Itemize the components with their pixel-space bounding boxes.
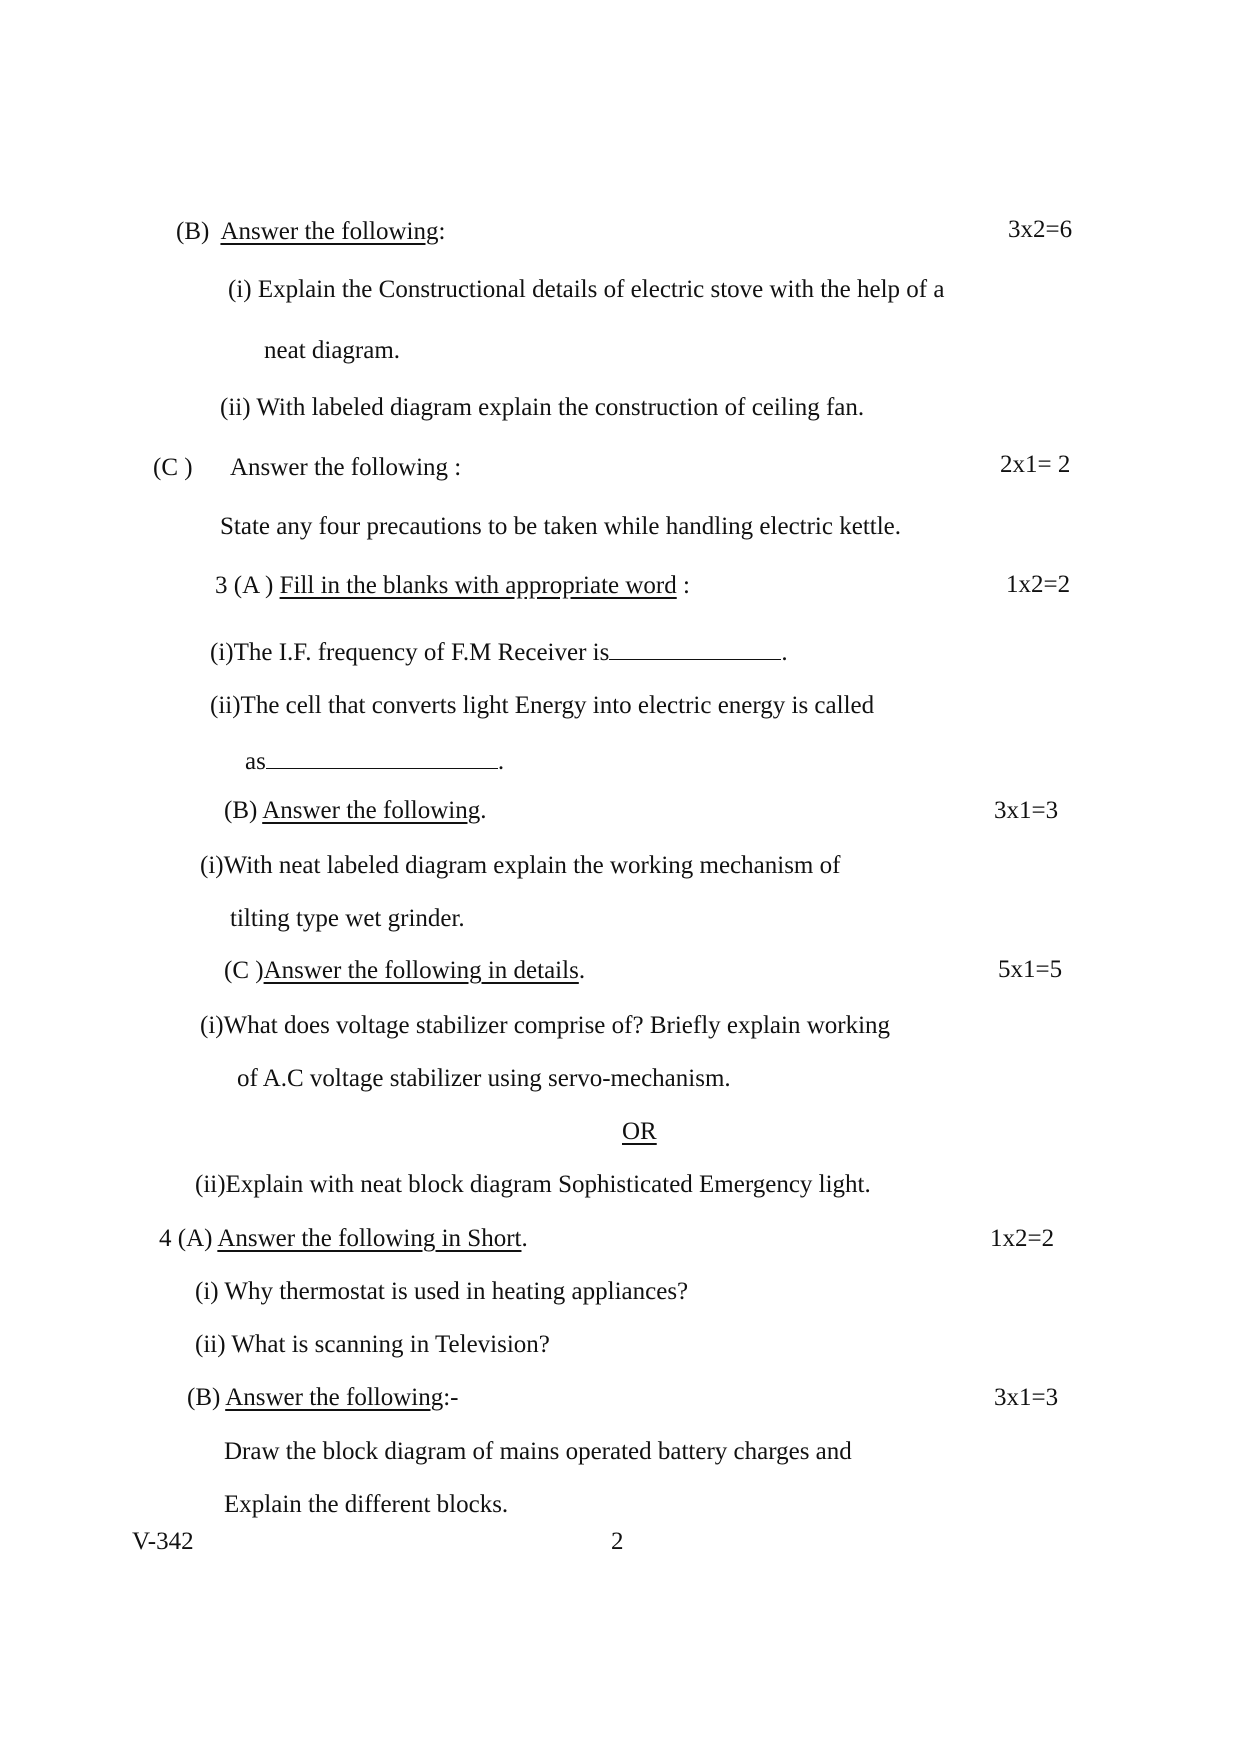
q4a-item-ii: (ii) What is scanning in Television? — [195, 1331, 550, 1358]
q3b-label: (B) — [224, 797, 258, 824]
q3b-item-i-line1: (i)With neat labeled diagram explain the working mechanism of — [200, 852, 841, 879]
q2b-heading-suffix: : — [438, 218, 446, 245]
q3a-item-i-end: . — [781, 639, 788, 666]
q4a-heading — [159, 1224, 528, 1254]
q4b-line1: Draw the block diagram of mains operated battery charges and — [224, 1438, 852, 1465]
q4b-label: (B) — [187, 1384, 221, 1411]
q4a-heading-suffix: . — [521, 1225, 528, 1252]
q3c-item-ii: (ii)Explain with neat block diagram Sophisticated Emergency light. — [195, 1171, 871, 1198]
q3c-marks: 5x1=5 — [998, 956, 1063, 983]
q4b-heading-text: Answer the following — [225, 1384, 444, 1411]
q2b-item-i-line2: neat diagram. — [264, 337, 401, 364]
q3c-item-i-line2: of A.C voltage stabilizer using servo-mechanism. — [237, 1065, 731, 1092]
q4b-heading-suffix: :- — [443, 1384, 459, 1411]
q2c-heading: Answer the following : — [230, 454, 462, 481]
q2b-item-ii: (ii) With labeled diagram explain the construction of ceiling fan. — [220, 394, 865, 421]
q3b-heading-text: Answer the following — [262, 797, 481, 824]
footer-code: V-342 — [132, 1528, 194, 1555]
q3a-item-ii-line1: (ii)The cell that converts light Energy into electric energy is called — [210, 692, 875, 719]
q2b-item-i-line1: (i) Explain the Constructional details of electric stove with the help of a — [228, 276, 945, 303]
q3a-item-i — [210, 637, 788, 668]
q4a-heading-text: Answer the following in Short — [217, 1225, 522, 1252]
q2b-label: (B) — [176, 218, 210, 245]
q3a-heading — [215, 571, 690, 601]
q3c-label: (C ) — [224, 957, 264, 984]
q2c-label: (C ) — [153, 454, 193, 481]
q3a-heading-text: Fill in the blanks with appropriate word — [279, 572, 677, 599]
q3b-heading-suffix: . — [480, 797, 487, 824]
q4a-marks: 1x2=2 — [990, 1225, 1055, 1252]
q3a-item-ii-text: as — [245, 748, 266, 775]
q3b-heading — [224, 796, 486, 826]
q3c-heading — [224, 956, 585, 986]
q3a-item-i-blank — [609, 637, 781, 660]
q3a-item-ii-line2 — [245, 746, 504, 777]
q3c-heading-text: Answer the following in details — [263, 957, 579, 984]
q2b-heading-text: Answer the following — [220, 218, 439, 245]
q2b-heading — [176, 217, 445, 247]
q2c-marks: 2x1= 2 — [1000, 451, 1071, 478]
footer-page-number: 2 — [611, 1528, 624, 1555]
q3c-or-divider: OR — [622, 1118, 657, 1145]
q4b-line2: Explain the different blocks. — [224, 1491, 509, 1518]
q4b-heading — [187, 1383, 459, 1413]
q3a-item-ii-end: . — [497, 748, 505, 775]
q3c-heading-suffix: . — [578, 957, 586, 984]
q3a-item-i-text: (i)The I.F. frequency of F.M Receiver is — [210, 639, 610, 666]
q3a-heading-suffix: : — [676, 572, 690, 599]
q3a-item-ii-blank — [266, 746, 498, 769]
q3a-label: 3 (A ) — [215, 572, 274, 599]
q4a-label: 4 (A) — [159, 1225, 213, 1252]
q3b-marks: 3x1=3 — [994, 797, 1059, 824]
q4a-item-i: (i) Why thermostat is used in heating appliances? — [195, 1278, 689, 1305]
q3c-item-i-line1: (i)What does voltage stabilizer comprise of? Briefly explain working — [200, 1012, 891, 1039]
q2b-marks: 3x2=6 — [1008, 216, 1073, 243]
q3a-marks: 1x2=2 — [1006, 571, 1071, 598]
q4b-marks: 3x1=3 — [994, 1384, 1059, 1411]
q2c-text: State any four precautions to be taken while handling electric kettle. — [220, 513, 902, 540]
q3b-item-i-line2: tilting type wet grinder. — [230, 905, 465, 932]
